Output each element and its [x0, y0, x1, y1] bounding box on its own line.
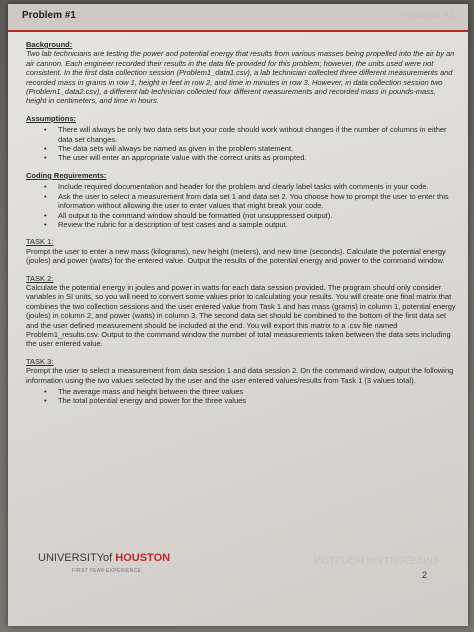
logo-houston: HOUSTON: [115, 552, 171, 564]
task1-heading: TASK 1:: [26, 237, 54, 247]
page-number: 2: [422, 570, 428, 580]
header-bar: [8, 4, 468, 32]
logo-of: of: [103, 552, 113, 564]
problem-title: Problem #1: [22, 10, 76, 21]
bullet-icon: •: [44, 182, 47, 192]
task3-text: Prompt the user to select a measurement from data session 1 and data session 2. On the command window, output the following information using the two values selected by the user and the user entered values/results from Task 1 (3 values total).: [26, 366, 454, 385]
assumption-text: The data sets will always be named as given in the problem statement.: [58, 144, 294, 154]
task3-item: [44, 387, 456, 396]
bullet-icon: •: [44, 125, 47, 135]
logo-university: UNIVERSITY: [38, 552, 104, 564]
task3-item-text: The average mass and height between the three values: [58, 387, 244, 396]
bullet-icon: •: [44, 153, 47, 163]
requirement-item: [44, 182, 456, 192]
bullet-icon: •: [44, 387, 47, 396]
bullet-icon: •: [44, 396, 47, 406]
requirement-item: [44, 210, 456, 220]
requirement-text: Ask the user to select a measurement from data set 1 and data set 2. You choose how to prompt the user to enter this information without allowing the user to enter values that might break your code.: [58, 191, 449, 211]
task1-text: Prompt the user to enter a new mass (kilograms), new height (meters), and new time (seconds). Calculate the potential energy (joules) and power (watts) for the entered value. Output the results of the potential energy and power to the command window.: [26, 246, 446, 266]
assumption-item: [44, 125, 456, 144]
coding-requirements-list: [26, 182, 456, 229]
bullet-icon: •: [44, 191, 47, 201]
task3-heading: TASK 3:: [26, 356, 54, 366]
bullet-icon: •: [44, 210, 47, 220]
requirement-item: [44, 219, 456, 229]
bullet-icon: •: [44, 144, 47, 154]
document-page: [8, 4, 468, 626]
task3-item: [44, 396, 456, 406]
bleed-through-title: Problem #1: [400, 10, 454, 21]
assumptions-list: [26, 125, 456, 163]
logo-subtitle: FIRST YEAR EXPERIENCE: [72, 568, 142, 574]
task3-list: [26, 387, 456, 406]
university-logo: [38, 552, 170, 564]
requirement-item: [44, 191, 456, 211]
requirement-text: Review the rubric for a description of test cases and a sample output.: [58, 219, 288, 229]
task2-text: Calculate the potential energy in joules and power in watts for each data session provided. The program should only consider variables in SI units, so you will need to convert some values prior to calculating your results. You will create one final matrix that combines the two collection sessions and the user entered value from Task 1 and has mass (grams) in column 1, potential energy (joules) in column 2, and power (watts) in column 3. The second data set should be combined to the bottom of the first data set and the user defined measurement should be included at the end. You will export this matrix to a .csv file named Problem1_results.csv. Output to the command window the number of total measurements taken between the data sets including the user entered value.: [26, 282, 456, 349]
background-heading: Background:: [26, 40, 73, 49]
task3-item-text: The total potential energy and power for the three values: [58, 396, 247, 406]
background-text: Two lab technicians are testing the power and potential energy that results from various masses being propelled into the air by an air cannon. Each engineer recorded their results in the data file provided for this problem; however, the units used were not consistent. In the first data collection session (Problem1_data1.csv), a lab technician collected three different measurements and recorded mass in grams in row 1, height in feet in row 2, and time in minutes in row 3. However, in data collection session two (Problem1_data2.csv), a different lab technician collected four different measurements and recorded mass in pounds-mass, height in centimeters, and time in hours.: [26, 49, 455, 106]
assumption-text: There will always be only two data sets but your code should work without changes if the number of columns in either data set changes.: [58, 125, 447, 144]
requirement-text: All output to the command window should be formatted (not unsuppressed output).: [58, 210, 333, 220]
assumptions-heading: Assumptions:: [26, 113, 77, 123]
bleed-through-logo: UNIVERSITY of HOUSTON: [314, 556, 438, 567]
assumption-item: [44, 144, 456, 154]
task2-heading: TASK 2:: [26, 273, 54, 283]
problem-content: [26, 40, 456, 406]
coding-requirements-heading: Coding Requirements:: [26, 170, 107, 180]
bullet-icon: •: [44, 219, 47, 229]
assumption-item: [44, 153, 456, 163]
requirement-text: Include required documentation and header for the problem and clearly label tasks with comments in your code.: [58, 182, 429, 192]
assumption-text: The user will enter an appropriate value with the correct units as prompted.: [58, 153, 307, 163]
